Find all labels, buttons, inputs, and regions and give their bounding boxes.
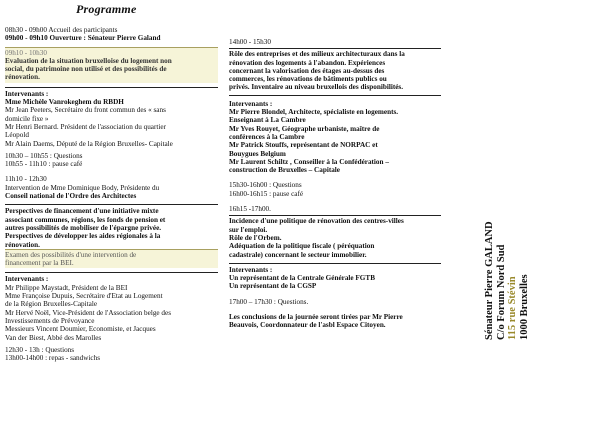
conclusion: Beauvois, Coordonnateur de l'asbl Espace Citoyen. xyxy=(229,321,386,330)
break-line: 17h00 – 17h30 : Questions. xyxy=(229,297,309,306)
session-text: cadastrale) concernant le secteur immobilier. xyxy=(229,250,367,259)
speaker: Mr Alain Daems, Député de la Région Bruxelles- Capitale xyxy=(5,139,173,148)
speaker: Van der Biest, Abbé des Marolles xyxy=(5,333,102,342)
speaker: Mr Philippe Maystadt, Président de la BEI xyxy=(5,283,128,292)
speaker: conférences à la Cambre xyxy=(229,132,305,141)
session-text: Incidence d'une politique de rénovation des centres-villes xyxy=(229,217,404,226)
session-text: Perspectives de financement d'une initiative mixte xyxy=(5,207,159,216)
speakers-label: Intervenants : xyxy=(229,265,273,274)
speaker: Mr Laurent Schiltz , Conseiller à la Confédération – xyxy=(229,157,389,166)
session-time: 09h10 - 10h30 xyxy=(5,48,47,57)
address-line: Sénateur Pierre GALAND xyxy=(484,221,495,340)
left-column xyxy=(5,26,218,362)
session-time: 14h00 - 15h30 xyxy=(229,38,271,46)
break-line: 13h00-14h00 : repas - sandwichs xyxy=(5,354,101,363)
schedule-line: 08h30 - 09h00 Accueil des participants xyxy=(5,26,118,34)
session-text: autres possibilités de mobiliser de l'épargne privée. xyxy=(5,223,162,232)
speaker: Un représentant de la Centrale Générale FGTB xyxy=(229,274,375,283)
speaker: construction de Bruxelles – Capitale xyxy=(229,166,340,175)
session-text: social, du patrimoine non utilisé et des possibilités de xyxy=(5,65,167,74)
speakers-label: Intervenants : xyxy=(5,275,49,284)
session-text: Rôle de l'Orbem. xyxy=(229,233,282,242)
session-text: Examen des possibilités d'une intervention de xyxy=(5,250,137,259)
break-line: 12h30 - 13h : Questions xyxy=(5,345,75,354)
session-text: concernant la valorisation des étages au-dessus des xyxy=(229,66,385,75)
speaker: Un représentant de la CGSP xyxy=(229,282,317,291)
session-text: Conseil national de l'Ordre des Architectes xyxy=(5,192,137,201)
session-text: Adéquation de la politique fiscale ( péréquation xyxy=(229,242,375,251)
break-line: 16h00-16h15 : pause café xyxy=(229,189,304,198)
break-line: 10h55 - 11h10 : pause café xyxy=(5,160,83,169)
session-1-block xyxy=(5,47,218,83)
break-line: 15h30-16h00 : Questions xyxy=(229,181,302,190)
conclusion: Les conclusions de la journée seront tirées par Mr Pierre xyxy=(229,313,403,322)
session-text: rénovation. xyxy=(5,73,40,82)
session-text: sur l'emploi. xyxy=(229,225,268,234)
session-text: rénovation. xyxy=(5,240,40,249)
session-text: Perspectives de développer les aides régionales à la xyxy=(5,232,161,241)
speaker: Messieurs Vincent Doumier, Economiste, et Jacques xyxy=(5,325,156,334)
speaker: Enseignant à La Cambre xyxy=(229,116,306,125)
speakers-label: Intervenants : xyxy=(5,89,49,98)
speaker: Bouygues Belgium xyxy=(229,149,286,158)
session-text: Intervention de Mme Dominique Body, Présidente du xyxy=(5,183,160,192)
session-text: privés. Inventaire au niveau bruxellois des disponibilités. xyxy=(229,83,403,92)
session-text: rénovation des logements à l'abandon. Expériences xyxy=(229,58,386,67)
session-time: 16h15 -17h00. xyxy=(229,205,271,214)
address-line: C/o Forum Nord Sud xyxy=(495,244,507,340)
speaker: de la Région Bruxelles-Capitale xyxy=(5,300,98,309)
speaker: Mr Jean Peeters, Secrétaire du front commun des « sans xyxy=(5,106,166,115)
speakers-label: Intervenants : xyxy=(229,99,273,108)
session-time: 11h10 - 12h30 xyxy=(5,175,47,184)
session-text: associant communes, régions, les fonds de pension et xyxy=(5,215,166,224)
address-block xyxy=(466,100,586,350)
break-line: 10h30 – 10h55 : Questions xyxy=(5,151,83,160)
schedule-line: 09h00 - 09h10 Ouverture : Sénateur Pierre Galand xyxy=(5,34,161,43)
speaker: Léopold xyxy=(5,131,29,140)
session-text: Evaluation de la situation bruxelloise du logement non xyxy=(5,56,172,65)
speaker: Investissements de Prévoyance xyxy=(5,316,95,325)
speaker: Mr Henri Bernard. Président de l'association du quartier xyxy=(5,122,166,131)
address-line: 1000 Bruxelles xyxy=(518,274,530,340)
session-text: Rôle des entreprises et des milieux architecturaux dans la xyxy=(229,50,405,59)
highlight-block xyxy=(5,249,218,269)
session-text: financement par la BEI. xyxy=(5,259,74,268)
speaker: Mme Françoise Dupuis, Secrétaire d'Etat au Logement xyxy=(5,292,163,301)
right-column xyxy=(229,38,441,330)
session-text: commerces, les rénovations de bâtiments publics ou xyxy=(229,75,387,84)
speaker: domicile fixe » xyxy=(5,114,49,123)
speaker: Mr Yves Rouyet, Géographe urbaniste, maître de xyxy=(229,124,380,133)
speaker: Mr Hervé Noël, Vice-Président de l'Association belge des xyxy=(5,308,171,317)
speaker: Mr Patrick Stouffs, représentant de NORPAC et xyxy=(229,141,378,150)
chair: Mme Michèle Vanrokeghem du RBDH xyxy=(5,98,124,107)
page-title: Programme xyxy=(76,2,137,16)
address-line: 115 rue Stévin xyxy=(507,276,519,340)
speaker: Mr Pierre Blondel, Architecte, spécialiste en logements. xyxy=(229,108,399,117)
